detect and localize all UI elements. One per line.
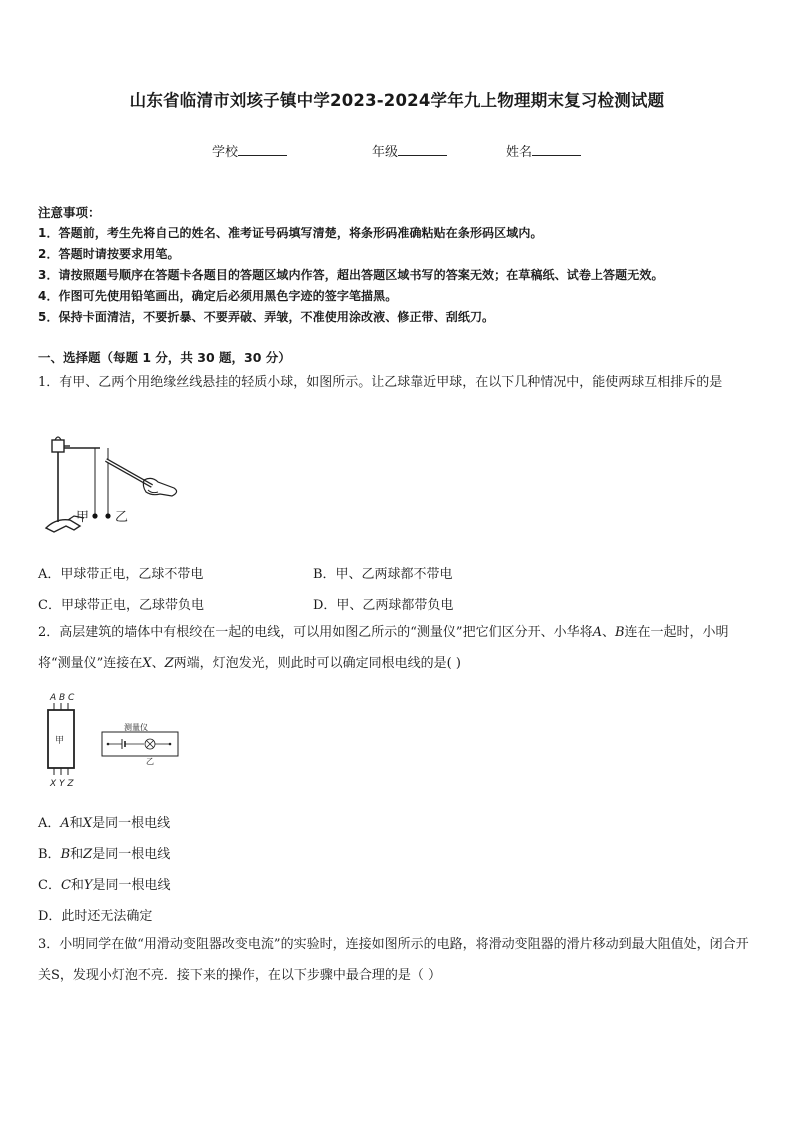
q2-opt-b-var2: Z (83, 847, 93, 862)
q2-text-b: 连在一起时，小明将“测量仪”连接在 (38, 625, 729, 671)
ball-label-yi: 乙 (115, 510, 129, 525)
question-2-text (38, 617, 760, 679)
q2-sep-1: 、 (601, 625, 615, 640)
meter-label: 测量仪 (124, 723, 148, 732)
q2-option-d[interactable]: D．此时还无法确定 (38, 909, 153, 924)
q2-text-c: 两端，灯泡发光，则此时可以确定同根电线的是( ) (173, 656, 461, 671)
wire-bottom-labels: X Y Z (50, 779, 74, 789)
q1-option-d[interactable]: D．甲、乙两球都带负电 (313, 598, 454, 613)
name-label: 姓名 (506, 145, 533, 160)
grade-field (372, 141, 447, 160)
name-blank[interactable] (532, 143, 581, 156)
exam-title: 山东省临清市刘垓子镇中学2023-2024学年九上物理期末复习检测试题 (129, 91, 665, 110)
q2-opt-a-var1: A (60, 816, 70, 831)
q2-var-a: A (592, 625, 602, 640)
q2-sep-2: 、 (151, 656, 165, 671)
meter-sub-label: 乙 (146, 757, 154, 766)
notice-item: 1．答题前，考生先将自己的姓名、准考证号码填写清楚，将条形码准确粘贴在条形码区域内。 (38, 226, 543, 240)
q2-var-b: B (614, 625, 625, 640)
wire-top-labels: A B C (50, 693, 75, 703)
q2-var-z: Z (164, 656, 174, 671)
grade-label: 年级 (372, 145, 399, 160)
q2-opt-c-var2: Y (83, 878, 93, 893)
wall-box-label: 甲 (55, 736, 65, 746)
school-blank[interactable] (238, 143, 287, 156)
question-3-text: 3．小明同学在做“用滑动变阻器改变电流”的实验时，连接如图所示的电路，将滑动变阻器的滑片移动到最大阻值处，闭合开关S，发现小灯泡不亮．接下来的操作，在以下步骤中最合理的是（ ） (38, 937, 749, 983)
notice-heading: 注意事项： (38, 205, 101, 220)
q2-var-x: X (142, 656, 152, 671)
q2-text-a: 2．高层建筑的墙体中有根绞在一起的电线，可以用如图乙所示的“测量仪”把它们区分开、小华将 (38, 625, 593, 640)
q2-option-c[interactable]: C．C和Y是同一根电线 (38, 878, 171, 893)
q2-option-a[interactable]: A．A和X是同一根电线 (38, 816, 171, 831)
section-heading: 一、选择题（每题 1 分，共 30 题，30 分） (38, 350, 291, 365)
question-1-figure (40, 432, 180, 544)
notice-item: 5．保持卡面清洁，不要折暴、不要弄破、弄皱，不准使用涂改液、修正带、刮纸刀。 (38, 310, 495, 324)
q1-option-c[interactable]: C．甲球带正电，乙球带负电 (38, 598, 204, 613)
grade-blank[interactable] (398, 143, 447, 156)
notice-item: 3．请按照题号顺序在答题卡各题目的答题区域内作答，超出答题区域书写的答案无效；在草稿纸、试卷上答题无效。 (38, 268, 664, 282)
question-1-text: 1．有甲、乙两个用绝缘丝线悬挂的轻质小球，如图所示。让乙球靠近甲球，在以下几种情况中，能使两球互相排斥的是 (38, 375, 723, 390)
q1-option-a[interactable]: A．甲球带正电，乙球不带电 (38, 567, 204, 582)
school-field (212, 141, 287, 160)
notice-item: 4．作图可先使用铅笔画出，确定后必须用黑色字迹的签字笔描黑。 (38, 289, 398, 303)
notice-item: 2．答题时请按要求用笔。 (38, 247, 180, 261)
name-field (506, 141, 581, 160)
school-label: 学校 (212, 145, 239, 160)
q2-opt-a-var2: X (82, 816, 93, 831)
q2-opt-c-var1: C (60, 878, 71, 893)
q2-option-b[interactable]: B．B和Z是同一根电线 (38, 847, 171, 862)
ball-label-jia: 甲 (76, 510, 90, 525)
question-2-figure (40, 690, 190, 790)
q2-opt-b-var1: B (60, 847, 71, 862)
q1-option-b[interactable]: B．甲、乙两球都不带电 (313, 567, 453, 582)
